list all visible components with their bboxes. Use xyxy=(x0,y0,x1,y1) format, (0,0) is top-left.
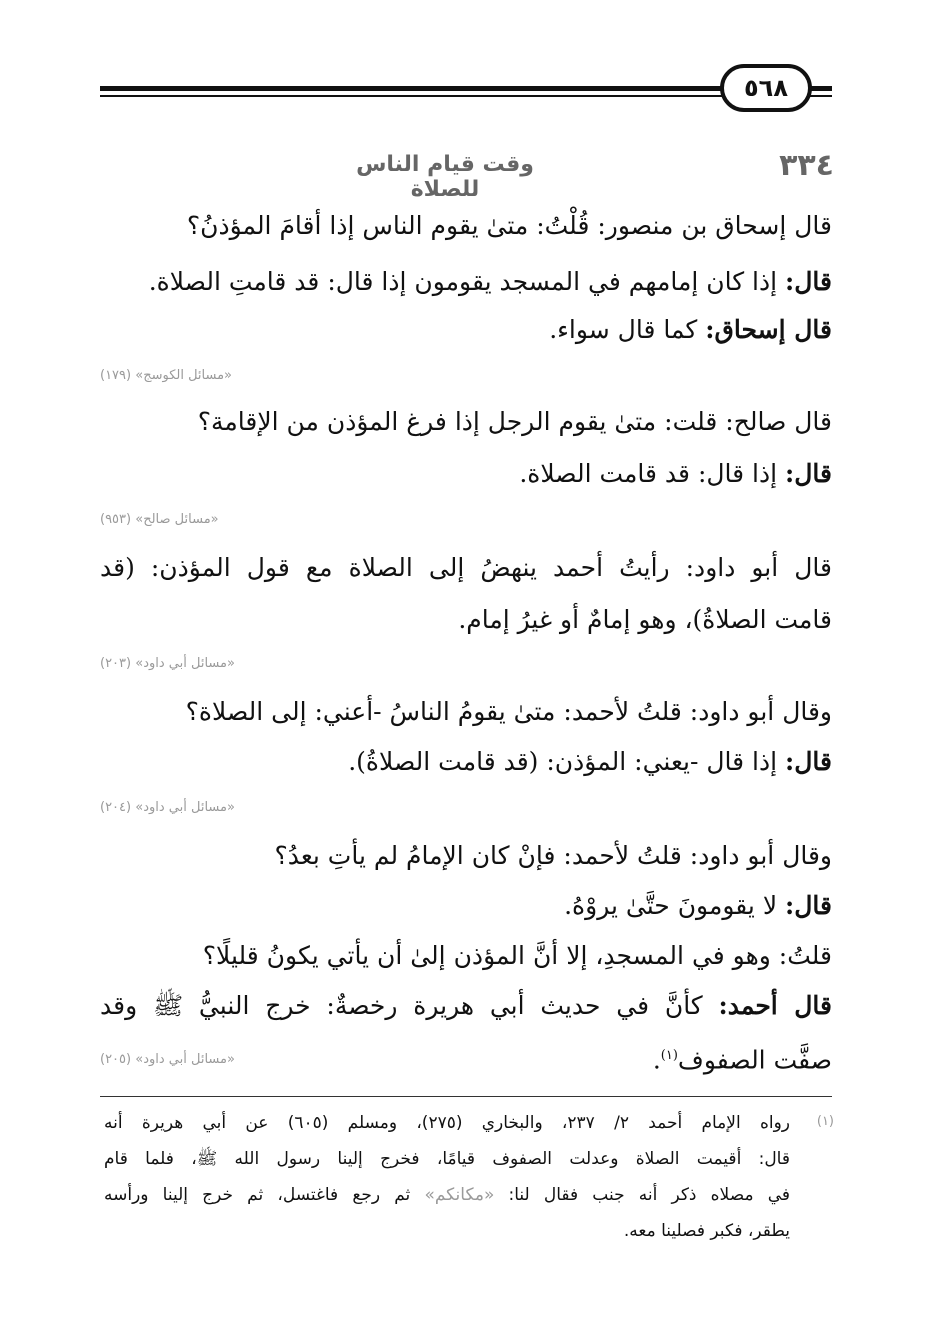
footnote-separator xyxy=(100,1096,832,1097)
speaker-label: قال: xyxy=(785,267,832,296)
text-line: قال: إذا قال -يعني: المؤذن: (قد قامت الصلاةُ). xyxy=(348,747,832,776)
text-line: صفَّت الصفوف$^{(١)}$. xyxy=(652,1045,832,1075)
footnote-marker: (١) xyxy=(816,1114,834,1129)
text-line: قال: لا يقومونَ حتَّىٰ يروْهُ. xyxy=(564,891,832,920)
header-rule xyxy=(810,86,832,91)
footnote-line: رواه الإمام أحمد ٢/ ٢٣٧، والبخاري (٢٧٥)، ومسلم (٦٠٥) عن أبي هريرة أنه xyxy=(104,1113,791,1133)
page-number: ٥٦٨ xyxy=(744,74,788,102)
footnote-line: في مصلاه ذكر أنه جنب فقال لنا: «مكانكم» ثم رجع فاغتسل، ثم خرج إلينا ورأسه xyxy=(104,1185,790,1205)
speaker-label: قال: xyxy=(785,747,832,776)
text-line: قال أحمد: كأنَّ في حديث أبي هريرة رخصةٌ: خرج النبيُّ ﷺ وقد xyxy=(100,991,833,1020)
speaker-label: قال إسحاق: xyxy=(705,315,832,344)
speaker-label: قال: xyxy=(785,459,832,488)
section-number: ٣٣٤ xyxy=(779,148,834,183)
page-number-badge xyxy=(720,64,812,112)
text-line: قال إسحاق: كما قال سواء. xyxy=(549,315,832,344)
footnote-line: يطقر، فكبر فصلينا معه. xyxy=(623,1221,790,1241)
text-line: قلتُ: وهو في المسجدِ، إلا أنَّ المؤذن إلىٰ أن يأتي يكونُ قليلًا؟ xyxy=(202,941,832,970)
footnote-line: قال: أقيمت الصلاة وعدلت الصفوف قيامًا، فخرج إلينا رسول الله ﷺ، فلما قام xyxy=(104,1149,790,1169)
text-line: قال أبو داود: رأيتُ أحمد ينهضُ إلى الصلاة مع قول المؤذن: (قد xyxy=(100,553,832,582)
source-citation: «مسائل الكوسج» (١٧٩) xyxy=(100,368,233,383)
text-line: قال: إذا قال: قد قامت الصلاة. xyxy=(519,459,832,488)
source-citation: «مسائل صالح» (٩٥٣) xyxy=(100,512,219,527)
quoted-word: «مكانكم» xyxy=(424,1185,495,1205)
header-rule xyxy=(100,86,722,91)
text-line: قال صالح: قلت: متىٰ يقوم الرجل إذا فرغ المؤذن من الإقامة؟ xyxy=(197,407,832,436)
text-line: وقال أبو داود: قلتُ لأحمد: متىٰ يقومُ الناسُ -أعني: إلى الصلاة؟ xyxy=(185,697,832,726)
header-rule-thin xyxy=(100,95,722,97)
text-line: قال: إذا كان إمامهم في المسجد يقومون إذا قال: قد قامتِ الصلاة. xyxy=(148,267,832,296)
text-line: وقال أبو داود: قلتُ لأحمد: فإنْ كان الإمامُ لم يأتِ بعدُ؟ xyxy=(274,841,832,870)
header-rule-thin xyxy=(810,95,832,97)
source-citation: «مسائل أبي داود» (٢٠٥) xyxy=(100,1052,235,1067)
source-citation: «مسائل أبي داود» (٢٠٣) xyxy=(100,656,235,671)
speaker-label: قال: xyxy=(785,891,832,920)
footnote-reference: (١) xyxy=(660,1048,678,1063)
source-citation: «مسائل أبي داود» (٢٠٤) xyxy=(100,800,235,815)
text-line: قال إسحاق بن منصور: قُلْتُ: متىٰ يقوم الناس إذا أقامَ المؤذنُ؟ xyxy=(186,211,832,240)
text-line: قامت الصلاةُ)، وهو إمامٌ أو غيرُ إمام. xyxy=(458,605,832,634)
section-title: وقت قيام الناس للصلاة xyxy=(356,152,534,202)
speaker-label: قال أحمد: xyxy=(718,991,833,1020)
